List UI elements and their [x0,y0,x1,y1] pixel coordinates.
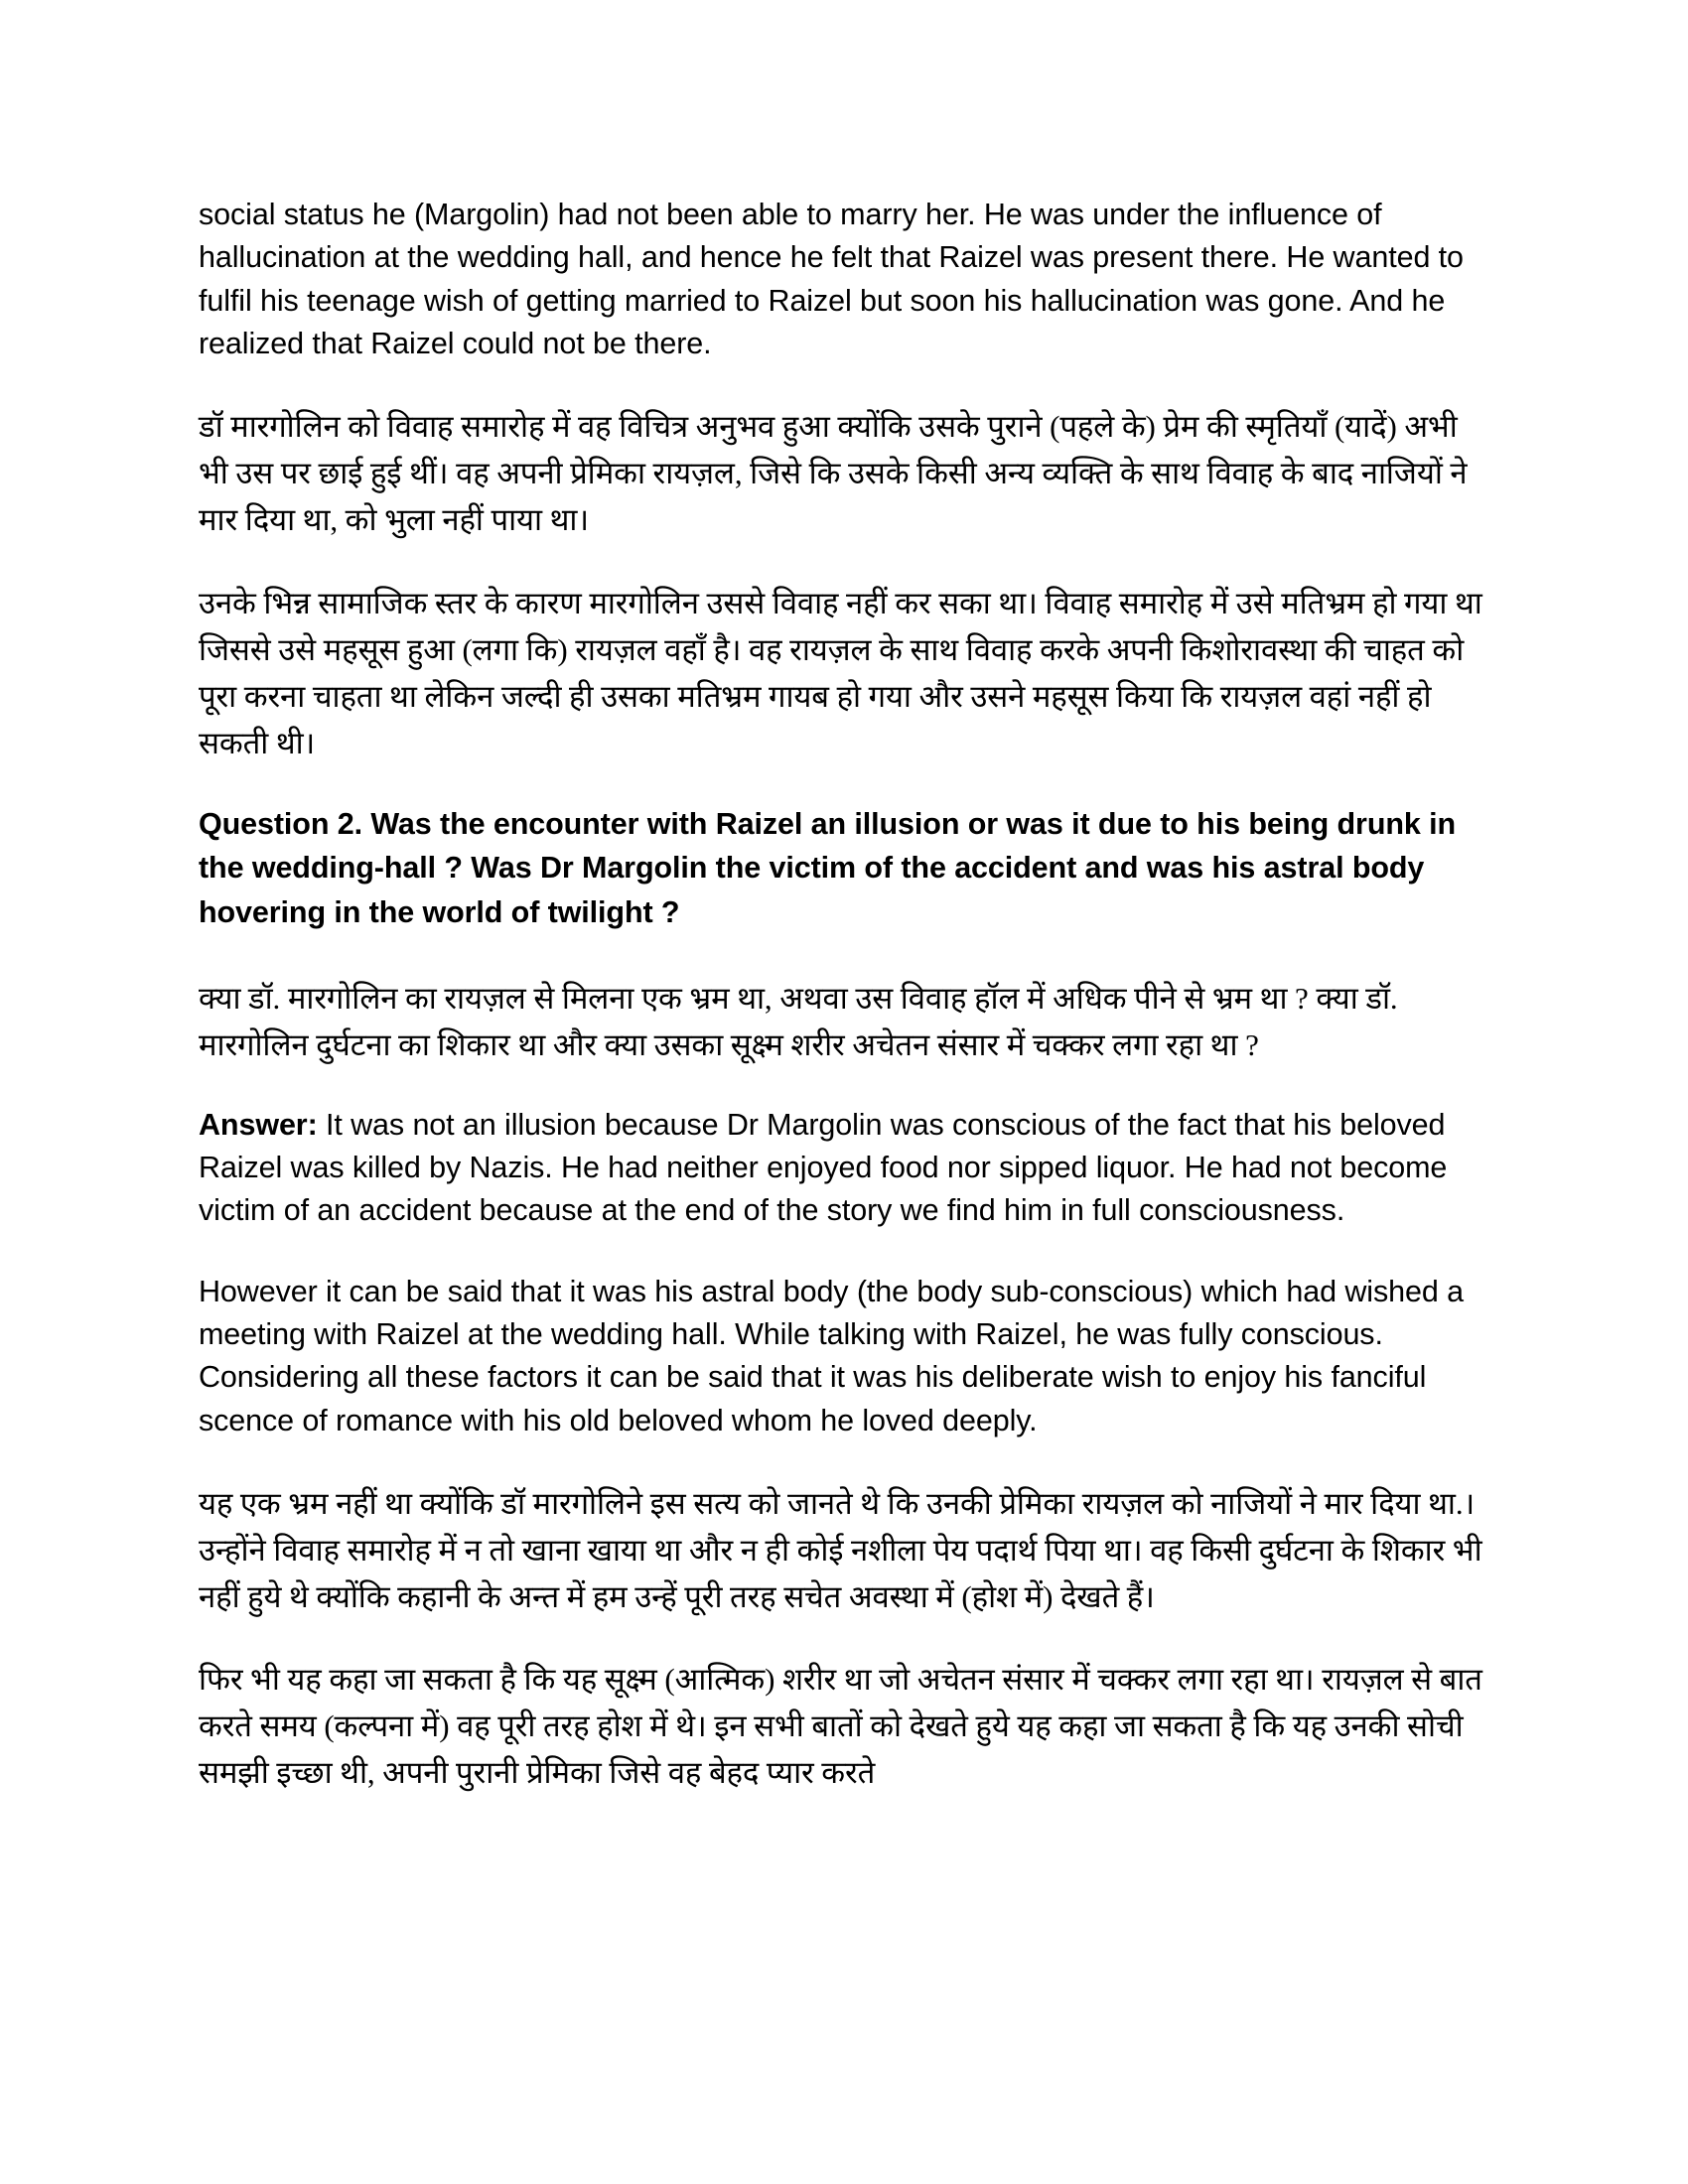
answer-paragraph [199,1104,1489,1233]
paragraph-hindi-intro: डॉ मारगोलिन को विवाह समारोह में वह विचित्र अनुभव हुआ क्योंकि उसके पुराने (पहले के) प्रेम की स्मृतियाँ (यादें) अभी भी उस पर छाई हुई थीं। वह अपनी प्रेमिका रायज़ल, जिसे कि उसके किसी अन्य व्यक्ति के साथ विवाह के बाद नाजियों ने मार दिया था, को भुला नहीं पाया था। [199,409,1468,538]
document-content [199,194,1489,1796]
paragraph-english-intro: social status he (Margolin) had not been able to marry her. He was under the influence of hallucination at the wedding hall, and hence he felt that Raizel was present there. He wanted to fulfil his teenage wish of getting married to Raizel but soon his hallucination was gone. And he realized that Raizel could not be there. [199,198,1464,360]
paragraph-english-astral-body: However it can be said that it was his astral body (the body sub-conscious) which had wished a meeting with Raizel at the wedding hall. While talking with Raizel, he was fully conscious. Considering all these factors it can be said that it was his deliberate wish to enjoy his fanciful scence of romance with his old beloved whom he loved deeply. [199,1274,1464,1437]
answer-text: It was not an illusion because Dr Margolin was conscious of the fact that his beloved Raizel was killed by Nazis. He had neither enjoyed food nor sipped liquor. He had not become victim of an accident because at the end of the story we find him in full consciousness. [199,1107,1448,1228]
paragraph-hindi-question-2: क्या डॉ. मारगोलिन का रायज़ल से मिलना एक भ्रम था, अथवा उस विवाह हॉल में अधिक पीने से भ्रम था ? क्या डॉ. मारगोलिन दुर्घटना का शिकार था और क्या उसका सूक्ष्म शरीर अचेतन संसार में चक्कर लगा रहा था ? [199,980,1398,1062]
paragraph-hindi-social-status: उनके भिन्न सामाजिक स्तर के कारण मारगोलिन उससे विवाह नहीं कर सका था। विवाह समारोह में उसे मतिभ्रम हो गया था जिससे उसे महसूस हुआ (लगा कि) रायज़ल वहाँ है। वह रायज़ल के साथ विवाह करके अपनी किशोरावस्था की चाहत को पूरा करना चाहता था लेकिन जल्दी ही उसका मतिभ्रम गायब हो गया और उसने महसूस किया कि रायज़ल वहां नहीं हो सकती थी। [199,585,1482,760]
paragraph-hindi-astral-body: फिर भी यह कहा जा सकता है कि यह सूक्ष्म (आत्मिक) शरीर था जो अचेतन संसार में चक्कर लगा रहा था। रायज़ल से बात करते समय (कल्पना में) वह पूरी तरह होश में थे। इन सभी बातों को देखते हुये यह कहा जा सकता है कि यह उनकी सोची समझी इच्छा थी, अपनी पुरानी प्रेमिका जिसे वह बेहद प्यार करते [199,1662,1482,1791]
question-2-heading: Question 2. Was the encounter with Raizel an illusion or was it due to his being drunk in the wedding-hall ? Was Dr Margolin the victim of the accident and was his astral body hovering in the world of twilight ? [199,806,1457,929]
paragraph-hindi-answer: यह एक भ्रम नहीं था क्योंकि डॉ मारगोलिने इस सत्य को जानते थे कि उनकी प्रेमिका रायज़ल को नाजियों ने मार दिया था.। उन्होंने विवाह समारोह में न तो खाना खाया था और न ही कोई नशीला पेय पदार्थ पिया था। वह किसी दुर्घटना के शिकार भी नहीं हुये थे क्योंकि कहानी के अन्त में हम उन्हें पूरी तरह सचेत अवस्था में (होश में) देखते हैं। [199,1485,1482,1615]
answer-label: Answer: [199,1107,318,1142]
